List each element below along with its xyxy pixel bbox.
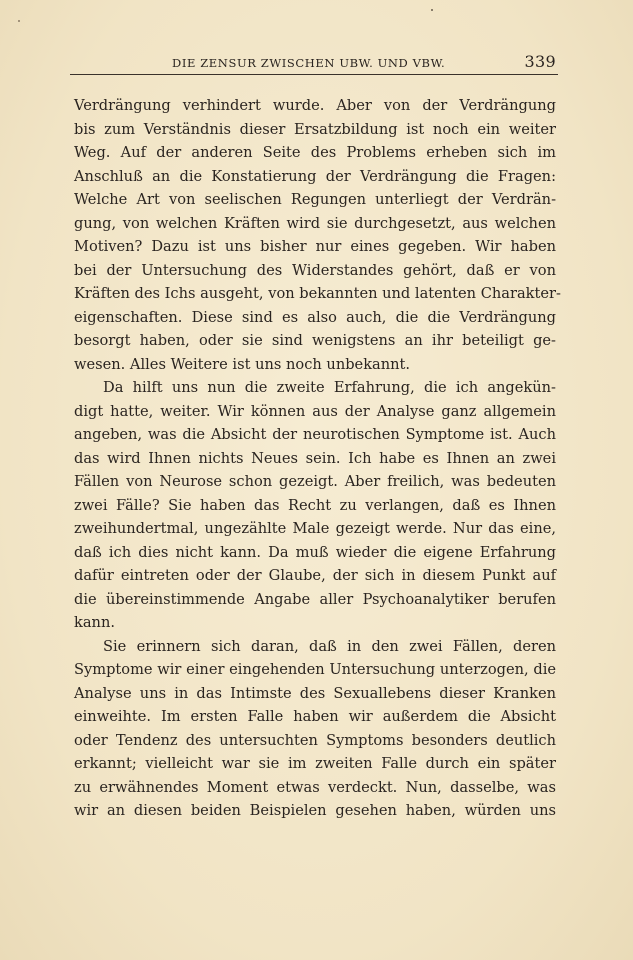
paper-speck <box>18 20 20 22</box>
text-line: besorgt haben, oder sie sind wenigstens an ihr beteiligt ge- <box>74 332 556 349</box>
text-line: Symptome wir einer eingehenden Untersuchung unterzogen, die <box>74 661 556 678</box>
text-line: Fällen von Neurose schon gezeigt. Aber freilich, was bedeuten <box>74 473 556 490</box>
page-number: 339 <box>524 52 556 71</box>
text-line: zweihundertmal, ungezählte Male gezeigt werde. Nur das eine, <box>74 520 556 537</box>
text-line: gung, von welchen Kräften wird sie durchgesetzt, aus welchen <box>74 214 556 232</box>
text-line: bei der Untersuchung des Widerstandes gehört, daß er von <box>74 261 556 279</box>
body-text <box>74 94 561 823</box>
text-line: zu erwähnendes Moment etwas verdeckt. Nun, dasselbe, was <box>74 778 556 796</box>
paper-speck <box>431 9 433 11</box>
text-line: kann. <box>74 614 115 631</box>
text-line: die übereinstimmende Angabe aller Psychoanalytiker berufen <box>74 590 556 608</box>
text-line: Welche Art von seelischen Regungen unterliegt der Verdrän- <box>74 191 556 208</box>
page-header <box>70 52 558 74</box>
running-head: DIE ZENSUR ZWISCHEN UBW. UND VBW. <box>172 56 446 70</box>
text-line: einweihte. Im ersten Falle haben wir außerdem die Absicht <box>74 708 556 725</box>
text-line: eigenschaften. Diese sind es also auch, die die Verdrängung <box>74 308 556 326</box>
text-line: bis zum Verständnis dieser Ersatzbildung ist noch ein weiter <box>74 120 556 138</box>
text-line: Motiven? Dazu ist uns bisher nur eines gegeben. Wir haben <box>74 238 556 255</box>
text-line: Anschluß an die Konstatierung der Verdrängung die Fragen: <box>74 167 556 185</box>
text-line: zwei Fälle? Sie haben das Recht zu verlangen, daß es Ihnen <box>74 496 556 514</box>
text-line: digt hatte, weiter. Wir können aus der Analyse ganz allgemein <box>74 402 556 420</box>
text-line: das wird Ihnen nichts Neues sein. Ich habe es Ihnen an zwei <box>74 449 556 467</box>
text-line: daß ich dies nicht kann. Da muß wieder die eigene Erfahrung <box>74 543 556 561</box>
text-line: oder Tendenz des untersuchten Symptoms besonders deutlich <box>74 731 556 749</box>
text-line: Verdrängung verhindert wurde. Aber von der Verdrängung <box>74 97 556 114</box>
header-rule <box>70 74 558 75</box>
text-line: dafür eintreten oder der Glaube, der sich in diesem Punkt auf <box>74 567 556 584</box>
text-line: Da hilft uns nun die zweite Erfahrung, die ich angekün- <box>103 379 556 396</box>
text-line: erkannt; vielleicht war sie im zweiten Falle durch ein später <box>74 755 556 772</box>
text-line: Kräften des Ichs ausgeht, von bekannten und latenten Charakter- <box>74 285 561 302</box>
text-line: wir an diesen beiden Beispielen gesehen haben, würden uns <box>74 802 556 819</box>
text-line: Analyse uns in das Intimste des Sexuallebens dieser Kranken <box>74 684 556 702</box>
text-line: Weg. Auf der anderen Seite des Problems erheben sich im <box>74 144 556 161</box>
text-line: angeben, was die Absicht der neurotischen Symptome ist. Auch <box>74 426 556 443</box>
text-line: wesen. Alles Weitere ist uns noch unbekannt. <box>74 355 411 373</box>
text-line: Sie erinnern sich daran, daß in den zwei Fällen, deren <box>103 637 556 655</box>
